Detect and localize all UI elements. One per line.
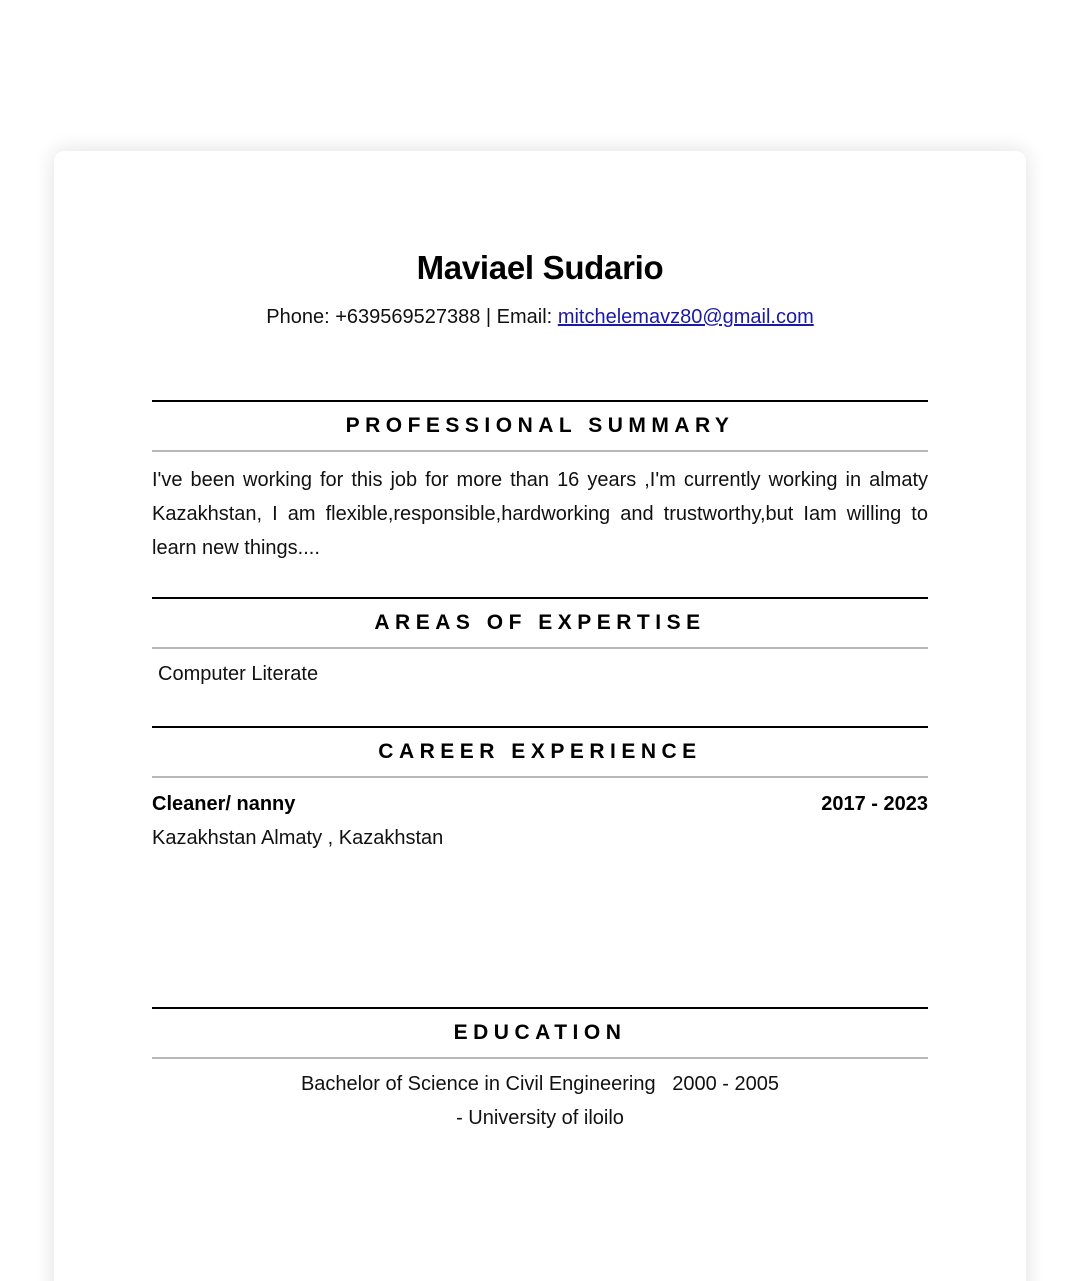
education-degree: Bachelor of Science in Civil Engineering 2000 - 2005 [300,1073,780,1095]
phone-label: Phone: [266,306,330,328]
job-title: Cleaner/ nanny [152,793,296,815]
candidate-name: Maviael Sudario [416,249,664,286]
phone-number: +639569527388 [335,306,481,328]
expertise-item: Computer Literate [158,663,319,685]
section-heading-education: EDUCATION [152,1007,928,1059]
job-location: Kazakhstan Almaty , Kazakhstan [152,827,444,849]
contact-separator: | [485,306,492,328]
professional-summary-text: I've been working for this job for more than 16 years ,I'm currently working in almaty Kazakhstan, I am flexible,responsible,hardworking and trustworthy,but Iam willing to learn new things.... [152,469,928,559]
contact-line [152,306,928,329]
section-heading-career-experience: CAREER EXPERIENCE [152,726,928,778]
resume-page [54,151,1026,1281]
section-heading-areas-of-expertise: AREAS OF EXPERTISE [152,597,928,649]
education-institution: - University of iloilo [456,1107,624,1129]
section-heading-professional-summary: PROFESSIONAL SUMMARY [152,400,928,452]
email-link[interactable]: mitchelemavz80@gmail.com [557,306,814,328]
job-header-row [152,793,928,816]
job-dates: 2017 - 2023 [821,793,928,815]
email-label: Email: [496,306,553,328]
